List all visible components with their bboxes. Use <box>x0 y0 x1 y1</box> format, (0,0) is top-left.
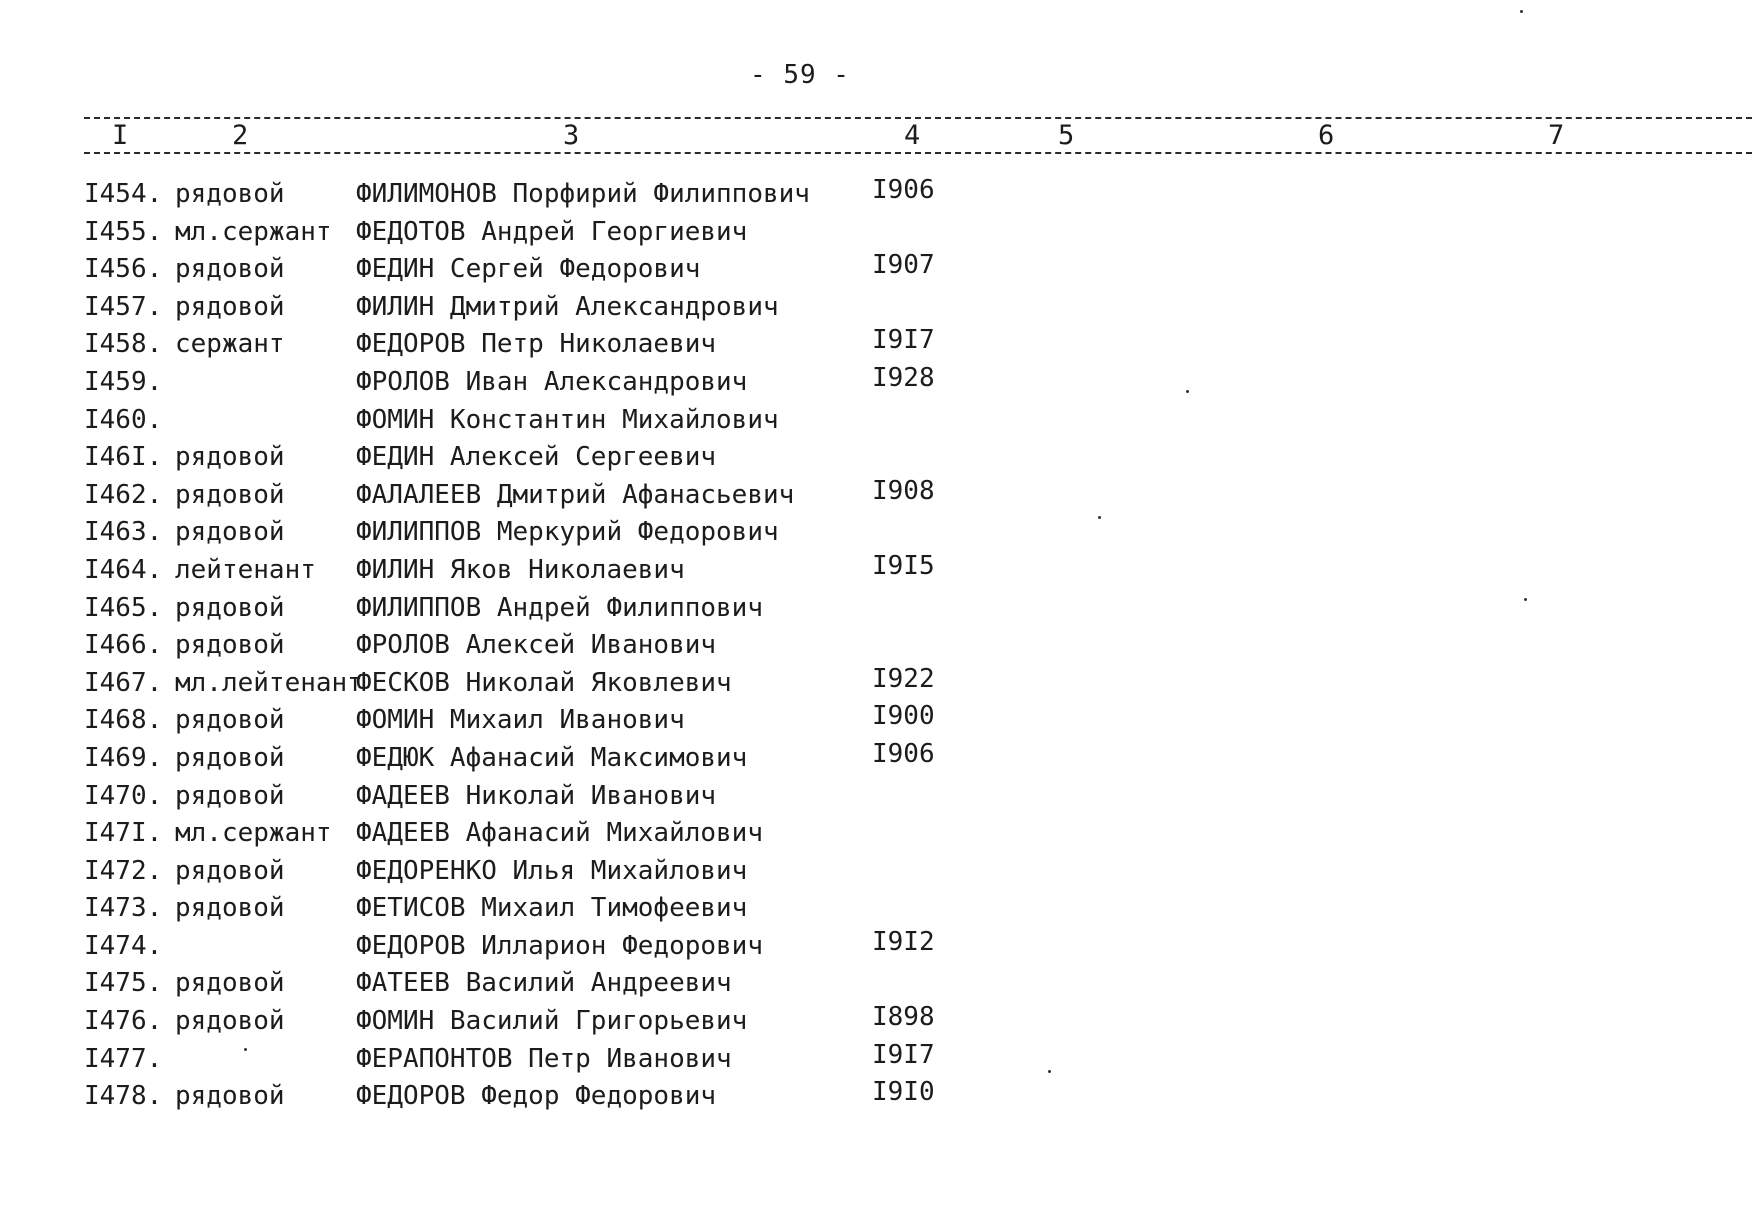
scan-speck <box>1098 516 1101 519</box>
table-row <box>0 402 1752 440</box>
table-row <box>0 477 1752 515</box>
entry-number: I477. <box>84 1043 163 1074</box>
name-cell: ФИЛИППОВ Меркурий Федорович <box>356 517 779 548</box>
birth-year-cell: I907 <box>872 250 935 281</box>
column-header-6: 6 <box>1318 120 1335 151</box>
birth-year-cell: I9I7 <box>872 325 935 356</box>
entry-number: I472. <box>84 855 163 886</box>
birth-year-cell: I9I7 <box>872 1039 935 1070</box>
column-header-5: 5 <box>1058 120 1075 151</box>
entry-number: I464. <box>84 554 163 585</box>
table-row <box>0 627 1752 665</box>
table-row <box>0 702 1752 740</box>
table-row <box>0 514 1752 552</box>
entry-number: I457. <box>84 291 163 322</box>
roster-table-body <box>0 176 1752 1116</box>
entry-number: I454. <box>84 179 163 209</box>
birth-year-cell: I906 <box>872 175 935 205</box>
name-cell: ФАДЕЕВ Афанасий Михайлович <box>356 818 763 849</box>
name-cell: ФЕТИСОВ Михаил Тимофеевич <box>356 893 748 924</box>
entry-number: I470. <box>84 780 163 811</box>
birth-year-cell: I9I0 <box>872 1077 935 1108</box>
rank-cell: рядовой <box>175 742 285 773</box>
table-row <box>0 364 1752 402</box>
name-cell: ФИЛИН Дмитрий Александрович <box>356 291 779 322</box>
column-header-1: I <box>112 120 129 151</box>
birth-year-cell: I9I2 <box>872 926 935 957</box>
name-cell: ФРОЛОВ Иван Александрович <box>356 366 748 397</box>
table-row <box>0 439 1752 477</box>
scan-speck <box>1524 598 1527 601</box>
table-row <box>0 590 1752 628</box>
entry-number: I468. <box>84 705 163 736</box>
table-row <box>0 853 1752 891</box>
entry-number: I476. <box>84 1006 163 1037</box>
birth-year-cell: I908 <box>872 475 935 506</box>
entry-number: I462. <box>84 479 163 510</box>
birth-year-cell: I922 <box>872 663 935 694</box>
birth-year-cell: I900 <box>872 701 935 732</box>
name-cell: ФЕДОРОВ Илларион Федорович <box>356 930 763 961</box>
name-cell: ФОМИН Константин Михайлович <box>356 404 779 435</box>
rank-cell: рядовой <box>175 855 285 886</box>
rank-cell: рядовой <box>175 517 285 548</box>
header-rule-bottom <box>84 152 1752 154</box>
table-row <box>0 1041 1752 1079</box>
rank-cell: рядовой <box>175 442 285 473</box>
entry-number: I475. <box>84 968 163 999</box>
table-row <box>0 214 1752 252</box>
scan-speck <box>1520 10 1523 13</box>
entry-number: I473. <box>84 893 163 924</box>
entry-number: I460. <box>84 404 163 435</box>
entry-number: I455. <box>84 216 163 247</box>
table-row <box>0 552 1752 590</box>
table-row <box>0 778 1752 816</box>
entry-number: I458. <box>84 329 163 360</box>
entry-number: I47I. <box>84 818 163 849</box>
table-row <box>0 289 1752 327</box>
rank-cell: рядовой <box>175 1081 285 1112</box>
column-header-7: 7 <box>1548 120 1565 151</box>
rank-cell: мл.сержант <box>175 216 332 247</box>
entry-number: I466. <box>84 630 163 661</box>
entry-number: I463. <box>84 517 163 548</box>
table-row <box>0 251 1752 289</box>
name-cell: ФЕДОРОВ Федор Федорович <box>356 1081 717 1112</box>
table-row <box>0 740 1752 778</box>
name-cell: ФИЛИМОНОВ Порфирий Филиппович <box>356 179 810 209</box>
name-cell: ФЕДОРОВ Петр Николаевич <box>356 329 717 360</box>
entry-number: I459. <box>84 366 163 397</box>
table-row <box>0 890 1752 928</box>
name-cell: ФАТЕЕВ Василий Андреевич <box>356 968 732 999</box>
entry-number: I469. <box>84 742 163 773</box>
rank-cell: мл.лейтенант <box>175 667 363 698</box>
entry-number: I478. <box>84 1081 163 1112</box>
name-cell: ФАЛАЛЕЕВ Дмитрий Афанасьевич <box>356 479 795 510</box>
entry-number: I456. <box>84 254 163 285</box>
table-row <box>0 1078 1752 1116</box>
name-cell: ФОМИН Василий Григорьевич <box>356 1006 748 1037</box>
entry-number: I465. <box>84 592 163 623</box>
rank-cell: рядовой <box>175 592 285 623</box>
name-cell: ФОМИН Михаил Иванович <box>356 705 685 736</box>
name-cell: ФЕСКОВ Николай Яковлевич <box>356 667 732 698</box>
rank-cell: рядовой <box>175 1006 285 1037</box>
table-row <box>0 965 1752 1003</box>
rank-cell: рядовой <box>175 291 285 322</box>
rank-cell: рядовой <box>175 179 285 209</box>
scan-speck <box>1186 390 1189 393</box>
rank-cell: мл.сержант <box>175 818 332 849</box>
birth-year-cell: I906 <box>872 738 935 769</box>
rank-cell: рядовой <box>175 630 285 661</box>
birth-year-cell: I898 <box>872 1002 935 1033</box>
entry-number: I474. <box>84 930 163 961</box>
rank-cell: сержант <box>175 329 285 360</box>
name-cell: ФАДЕЕВ Николай Иванович <box>356 780 717 811</box>
rank-cell: рядовой <box>175 254 285 285</box>
table-row <box>0 176 1752 214</box>
entry-number: I46I. <box>84 442 163 473</box>
table-row <box>0 326 1752 364</box>
page-number: - 59 - <box>750 60 850 90</box>
name-cell: ФИЛИППОВ Андрей Филиппович <box>356 592 763 623</box>
scan-speck <box>244 1048 247 1051</box>
entry-number: I467. <box>84 667 163 698</box>
rank-cell: рядовой <box>175 705 285 736</box>
rank-cell: рядовой <box>175 968 285 999</box>
birth-year-cell: I9I5 <box>872 550 935 581</box>
name-cell: ФИЛИН Яков Николаевич <box>356 554 685 585</box>
table-row <box>0 815 1752 853</box>
column-header-2: 2 <box>232 120 249 151</box>
table-row <box>0 665 1752 703</box>
table-row <box>0 928 1752 966</box>
name-cell: ФЕДИН Сергей Федорович <box>356 254 701 285</box>
rank-cell: рядовой <box>175 479 285 510</box>
name-cell: ФЕРАПОНТОВ Петр Иванович <box>356 1043 732 1074</box>
name-cell: ФЕДЮК Афанасий Максимович <box>356 742 748 773</box>
name-cell: ФЕДОРЕНКО Илья Михайлович <box>356 855 748 886</box>
name-cell: ФРОЛОВ Алексей Иванович <box>356 630 717 661</box>
rank-cell: рядовой <box>175 780 285 811</box>
header-rule-top <box>84 117 1752 119</box>
column-header-3: 3 <box>563 120 580 151</box>
column-header-4: 4 <box>904 120 921 151</box>
birth-year-cell: I928 <box>872 362 935 393</box>
scan-speck <box>1048 1070 1051 1073</box>
table-row <box>0 1003 1752 1041</box>
name-cell: ФЕДИН Алексей Сергеевич <box>356 442 717 473</box>
rank-cell: рядовой <box>175 893 285 924</box>
rank-cell: лейтенант <box>175 554 316 585</box>
name-cell: ФЕДОТОВ Андрей Георгиевич <box>356 216 748 247</box>
